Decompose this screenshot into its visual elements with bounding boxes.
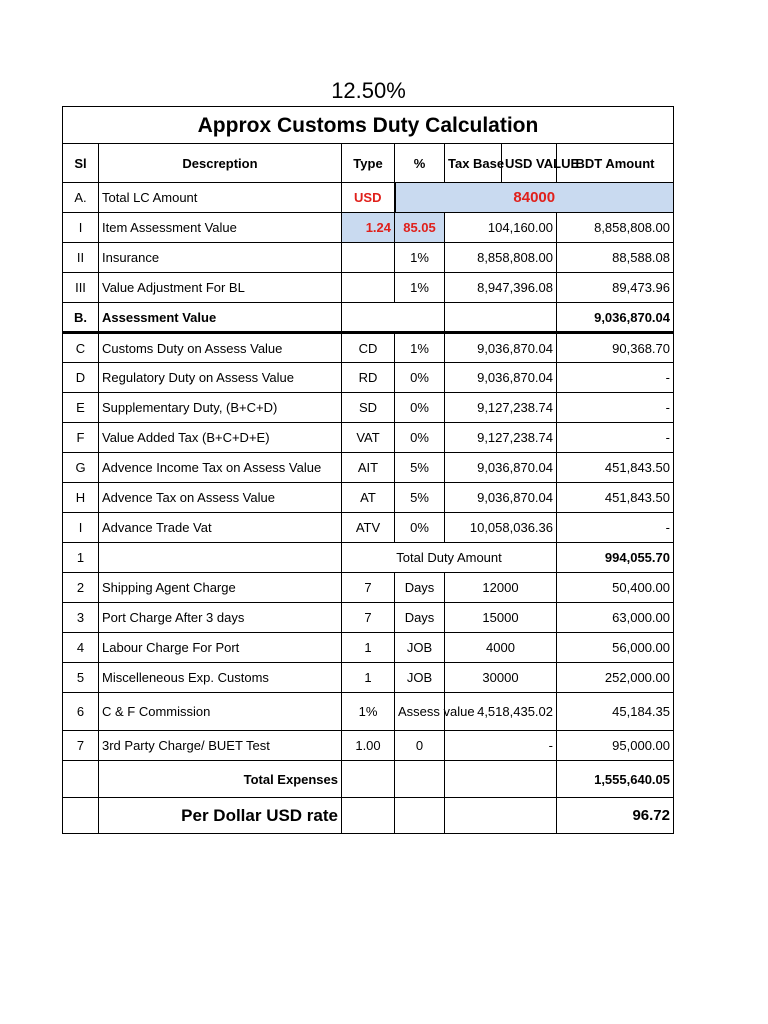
row-sl: G xyxy=(63,453,99,483)
table-title: Approx Customs Duty Calculation xyxy=(63,107,674,144)
usd-value-cell: 8,947,396.08 xyxy=(445,273,557,303)
header-bdt-amount: BDT Amount xyxy=(557,144,674,183)
row-description: Labour Charge For Port xyxy=(99,633,342,663)
usd-value-cell: 9,036,870.04 xyxy=(445,333,557,363)
total-expenses-amount: 1,555,640.05 xyxy=(557,761,674,798)
row-description: Advence Tax on Assess Value xyxy=(99,483,342,513)
type-cell: CD xyxy=(342,333,395,363)
quantity-cell: 1% xyxy=(342,693,395,731)
bdt-amount-cell: - xyxy=(557,513,674,543)
bdt-amount-cell: - xyxy=(557,393,674,423)
percent-cell: 1% xyxy=(395,273,445,303)
row-description: Advance Trade Vat xyxy=(99,513,342,543)
empty-cell xyxy=(342,303,445,333)
row-description: Regulatory Duty on Assess Value xyxy=(99,363,342,393)
empty-cell xyxy=(445,761,557,798)
unit-cell: 0 xyxy=(395,731,445,761)
quantity-cell: 1 xyxy=(342,663,395,693)
header-row xyxy=(63,144,674,183)
percent-cell: 5% xyxy=(395,453,445,483)
row-sl: 2 xyxy=(63,573,99,603)
rate-percentage: 12.50% xyxy=(331,78,406,103)
unit-cell: JOB xyxy=(395,633,445,663)
row-sl: H xyxy=(63,483,99,513)
expense-row xyxy=(63,663,674,693)
rate-cell: 30000 xyxy=(445,663,557,693)
expense-row xyxy=(63,693,674,731)
bdt-amount-cell: 50,400.00 xyxy=(557,573,674,603)
total-duty-row xyxy=(63,543,674,573)
duty-row xyxy=(63,363,674,393)
percent-cell: 0% xyxy=(395,423,445,453)
type-cell: SD xyxy=(342,393,395,423)
row-sl: F xyxy=(63,423,99,453)
empty-cell xyxy=(445,798,557,834)
duty-row xyxy=(63,333,674,363)
total-lc-row xyxy=(63,183,674,213)
row-sl: 5 xyxy=(63,663,99,693)
type-cell: AT xyxy=(342,483,395,513)
row-sl: E xyxy=(63,393,99,423)
empty-cell xyxy=(342,798,395,834)
percent-cell: 1% xyxy=(395,243,445,273)
expense-row xyxy=(63,731,674,761)
bdt-amount-cell: - xyxy=(557,363,674,393)
duty-row xyxy=(63,513,674,543)
quantity-cell: 1.00 xyxy=(342,731,395,761)
rate-cell: 4,518,435.02 xyxy=(445,693,557,731)
total-duty-amount: 994,055.70 xyxy=(557,543,674,573)
bdt-amount-cell: 9,036,870.04 xyxy=(557,303,674,333)
per-dollar-label: Per Dollar USD rate xyxy=(99,798,342,834)
header-sl: Sl xyxy=(63,144,99,183)
bdt-amount-cell: 89,473.96 xyxy=(557,273,674,303)
percent-cell: 0% xyxy=(395,363,445,393)
unit-cell: Assess value xyxy=(395,693,445,731)
header-usd-value: USD VALUE xyxy=(502,144,557,183)
usd-value-cell: 10,058,036.36 xyxy=(445,513,557,543)
expense-row xyxy=(63,573,674,603)
row-description: Customs Duty on Assess Value xyxy=(99,333,342,363)
rate-cell: 12000 xyxy=(445,573,557,603)
bdt-amount-cell: 63,000.00 xyxy=(557,603,674,633)
expense-row xyxy=(63,633,674,663)
row-sl: II xyxy=(63,243,99,273)
row-description: Advence Income Tax on Assess Value xyxy=(99,453,342,483)
insurance-row xyxy=(63,243,674,273)
row-sl: 4 xyxy=(63,633,99,663)
conversion-factor-cell[interactable]: 1.24 xyxy=(342,213,395,243)
row-description: 3rd Party Charge/ BUET Test xyxy=(99,731,342,761)
header-percent: % xyxy=(395,144,445,183)
rate-cell: - xyxy=(445,731,557,761)
expense-row xyxy=(63,603,674,633)
usd-value-cell: 9,036,870.04 xyxy=(445,453,557,483)
exchange-rate-cell[interactable]: 85.05 xyxy=(395,213,445,243)
row-description: Insurance xyxy=(99,243,342,273)
percent-cell: 0% xyxy=(395,513,445,543)
type-cell: AIT xyxy=(342,453,395,483)
empty-cell xyxy=(342,761,395,798)
row-sl: C xyxy=(63,333,99,363)
unit-cell: Days xyxy=(395,603,445,633)
empty-cell xyxy=(445,303,557,333)
row-description: Value Adjustment For BL xyxy=(99,273,342,303)
row-sl: I xyxy=(63,513,99,543)
rate-cell: 15000 xyxy=(445,603,557,633)
header-description: Descreption xyxy=(99,144,342,183)
usd-value-cell: 9,036,870.04 xyxy=(445,363,557,393)
empty-cell xyxy=(395,798,445,834)
type-cell: RD xyxy=(342,363,395,393)
item-assessment-row xyxy=(63,213,674,243)
lc-amount-cell[interactable]: 84000 xyxy=(395,183,674,213)
quantity-cell: 7 xyxy=(342,573,395,603)
percent-cell: 0% xyxy=(395,393,445,423)
row-sl: III xyxy=(63,273,99,303)
duty-row xyxy=(63,393,674,423)
row-sl: I xyxy=(63,213,99,243)
row-sl: 6 xyxy=(63,693,99,731)
empty-cell xyxy=(342,273,395,303)
unit-cell: Days xyxy=(395,573,445,603)
percent-cell: 1% xyxy=(395,333,445,363)
per-dollar-row xyxy=(63,798,674,834)
currency-cell[interactable]: USD xyxy=(342,183,395,213)
row-sl: 3 xyxy=(63,603,99,633)
bdt-amount-cell: 56,000.00 xyxy=(557,633,674,663)
row-sl: D xyxy=(63,363,99,393)
unit-cell: JOB xyxy=(395,663,445,693)
row-description: Miscelleneous Exp. Customs xyxy=(99,663,342,693)
header-type: Type xyxy=(342,144,395,183)
bdt-amount-cell: 252,000.00 xyxy=(557,663,674,693)
row-description: Item Assessment Value xyxy=(99,213,342,243)
empty-cell xyxy=(342,243,395,273)
bdt-amount-cell: - xyxy=(557,423,674,453)
bdt-amount-cell: 90,368.70 xyxy=(557,333,674,363)
usd-value-cell: 9,127,238.74 xyxy=(445,393,557,423)
usd-value-cell: 9,127,238.74 xyxy=(445,423,557,453)
type-cell: VAT xyxy=(342,423,395,453)
bdt-amount-cell: 451,843.50 xyxy=(557,483,674,513)
bdt-amount-cell: 451,843.50 xyxy=(557,453,674,483)
empty-cell xyxy=(63,761,99,798)
percent-cell: 5% xyxy=(395,483,445,513)
type-cell: ATV xyxy=(342,513,395,543)
bdt-amount-cell: 8,858,808.00 xyxy=(557,213,674,243)
row-description: Supplementary Duty, (B+C+D) xyxy=(99,393,342,423)
quantity-cell: 1 xyxy=(342,633,395,663)
bdt-amount-cell: 88,588.08 xyxy=(557,243,674,273)
assessment-value-row xyxy=(63,303,674,333)
row-description: Total LC Amount xyxy=(99,183,342,213)
customs-duty-table xyxy=(62,106,674,834)
total-duty-label: Total Duty Amount xyxy=(342,543,557,573)
value-adjustment-row xyxy=(63,273,674,303)
usd-value-cell: 8,858,808.00 xyxy=(445,243,557,273)
row-sl: 7 xyxy=(63,731,99,761)
bdt-amount-cell: 95,000.00 xyxy=(557,731,674,761)
duty-row xyxy=(63,483,674,513)
row-description: Shipping Agent Charge xyxy=(99,573,342,603)
header-tax-base: Tax Base xyxy=(445,144,502,183)
usd-value-cell: 104,160.00 xyxy=(445,213,557,243)
bdt-amount-cell: 45,184.35 xyxy=(557,693,674,731)
row-description: Assessment Value xyxy=(99,303,342,333)
quantity-cell: 7 xyxy=(342,603,395,633)
row-description: Value Added Tax (B+C+D+E) xyxy=(99,423,342,453)
row-description: Port Charge After 3 days xyxy=(99,603,342,633)
empty-cell xyxy=(99,543,342,573)
row-sl: A. xyxy=(63,183,99,213)
usd-value-cell: 9,036,870.04 xyxy=(445,483,557,513)
empty-cell xyxy=(63,798,99,834)
duty-row xyxy=(63,423,674,453)
rate-cell: 4000 xyxy=(445,633,557,663)
duty-row xyxy=(63,453,674,483)
row-sl: B. xyxy=(63,303,99,333)
row-sl: 1 xyxy=(63,543,99,573)
per-dollar-value: 96.72 xyxy=(557,798,674,834)
total-expenses-row xyxy=(63,761,674,798)
empty-cell xyxy=(395,761,445,798)
total-expenses-label: Total Expenses xyxy=(99,761,342,798)
row-description: C & F Commission xyxy=(99,693,342,731)
